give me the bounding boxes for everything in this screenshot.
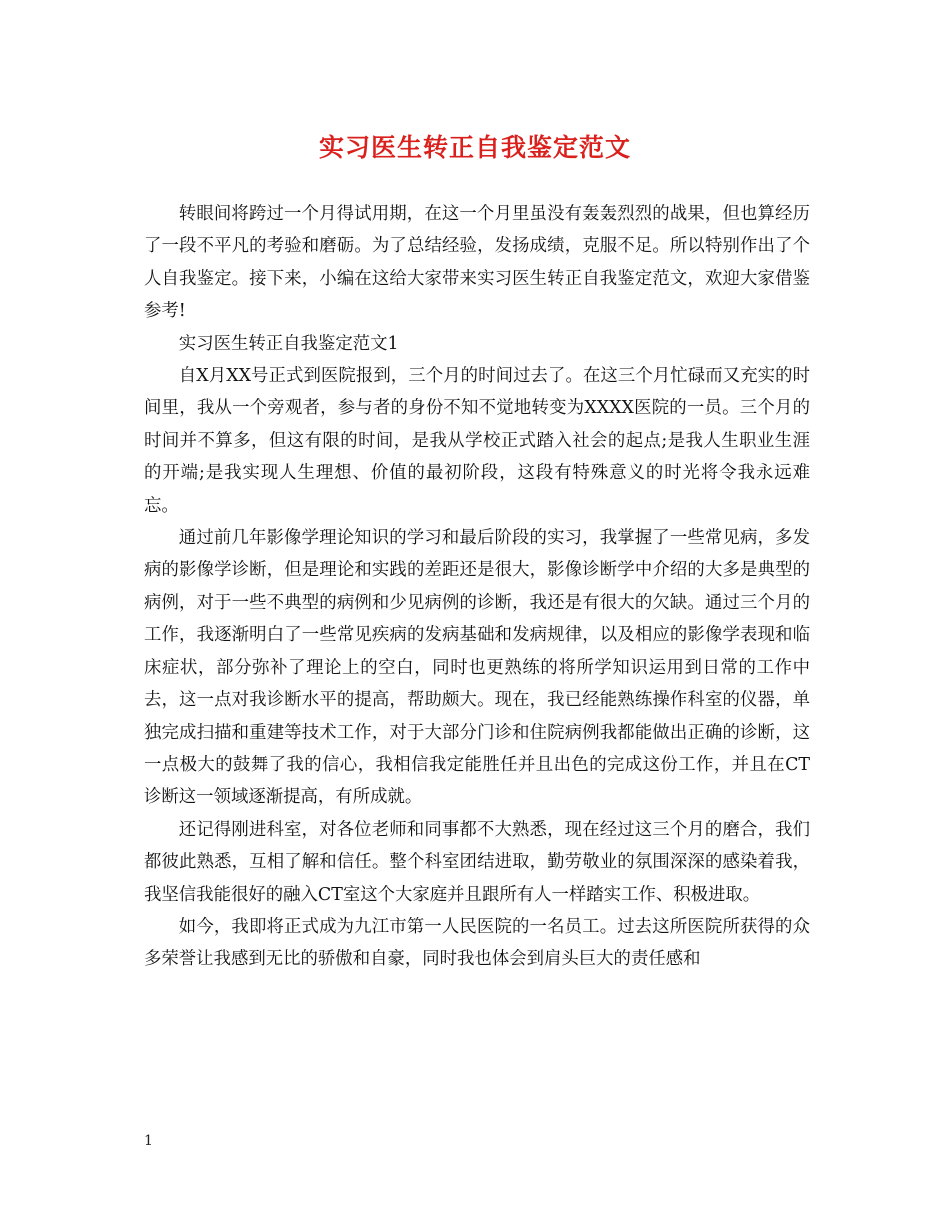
document-title: 实习医生转正自我鉴定范文 (318, 133, 631, 162)
intro-paragraph: 转眼间将跨过一个月得试用期，在这一个月里虽没有轰轰烈烈的战果，但也算经历了一段不平凡的考验和磨砺。为了总结经验，发扬成绩，克服不足。所以特别作出了个人自我鉴定。接下来，小编在这给大家带来实习医生转正自我鉴定范文，欢迎大家借鉴参考! (144, 204, 810, 322)
body-paragraph: 如今，我即将正式成为九江市第一人民医院的一名员工。过去这所医院所获得的众多荣誉让我感到无比的骄傲和自豪，同时我也体会到肩头巨大的责任感和 (144, 916, 810, 970)
section-heading: 实习医生转正自我鉴定范文1 (178, 333, 399, 354)
document-body (144, 198, 810, 976)
body-paragraph: 还记得刚进科室，对各位老师和同事都不大熟悉，现在经过这三个月的磨合，我们都彼此熟悉，互相了解和信任。整个科室团结进取，勤劳敬业的氛围深深的感染着我，我坚信我能很好的融入CT室这个大家庭并且跟所有人一样踏实工作、积极进取。 (144, 819, 810, 905)
body-paragraph: 通过前几年影像学理论知识的学习和最后阶段的实习，我掌握了一些常见病，多发病的影像学诊断，但是理论和实践的差距还是很大，影像诊断学中介绍的大多是典型的病例，对于一些不典型的病例和少见病例的诊断，我还是有很大的欠缺。通过三个月的工作，我逐渐明白了一些常见疾病的发病基础和发病规律，以及相应的影像学表现和临床症状，部分弥补了理论上的空白，同时也更熟练的将所学知识运用到日常的工作中去，这一点对我诊断水平的提高，帮助颇大。现在，我已经能熟练操作科室的仪器，单独完成扫描和重建等技术工作，对于大部分门诊和住院病例我都能做出正确的诊断，这一点极大的鼓舞了我的信心，我相信我定能胜任并且出色的完成这份工作，并且在CT诊断这一领域逐渐提高，有所成就。 (144, 528, 810, 808)
body-paragraph: 自X月XX号正式到医院报到，三个月的时间过去了。在这三个月忙碌而又充实的时间里，我从一个旁观者，参与者的身份不知不觉地转变为XXXX医院的一员。三个月的时间并不算多，但这有限的时间，是我从学校正式踏入社会的起点;是我人生职业生涯的开端;是我实现人生理想、价值的最初阶段，这段有特殊意义的时光将令我永远难忘。 (144, 366, 810, 516)
page-number: 1 (144, 1133, 153, 1149)
